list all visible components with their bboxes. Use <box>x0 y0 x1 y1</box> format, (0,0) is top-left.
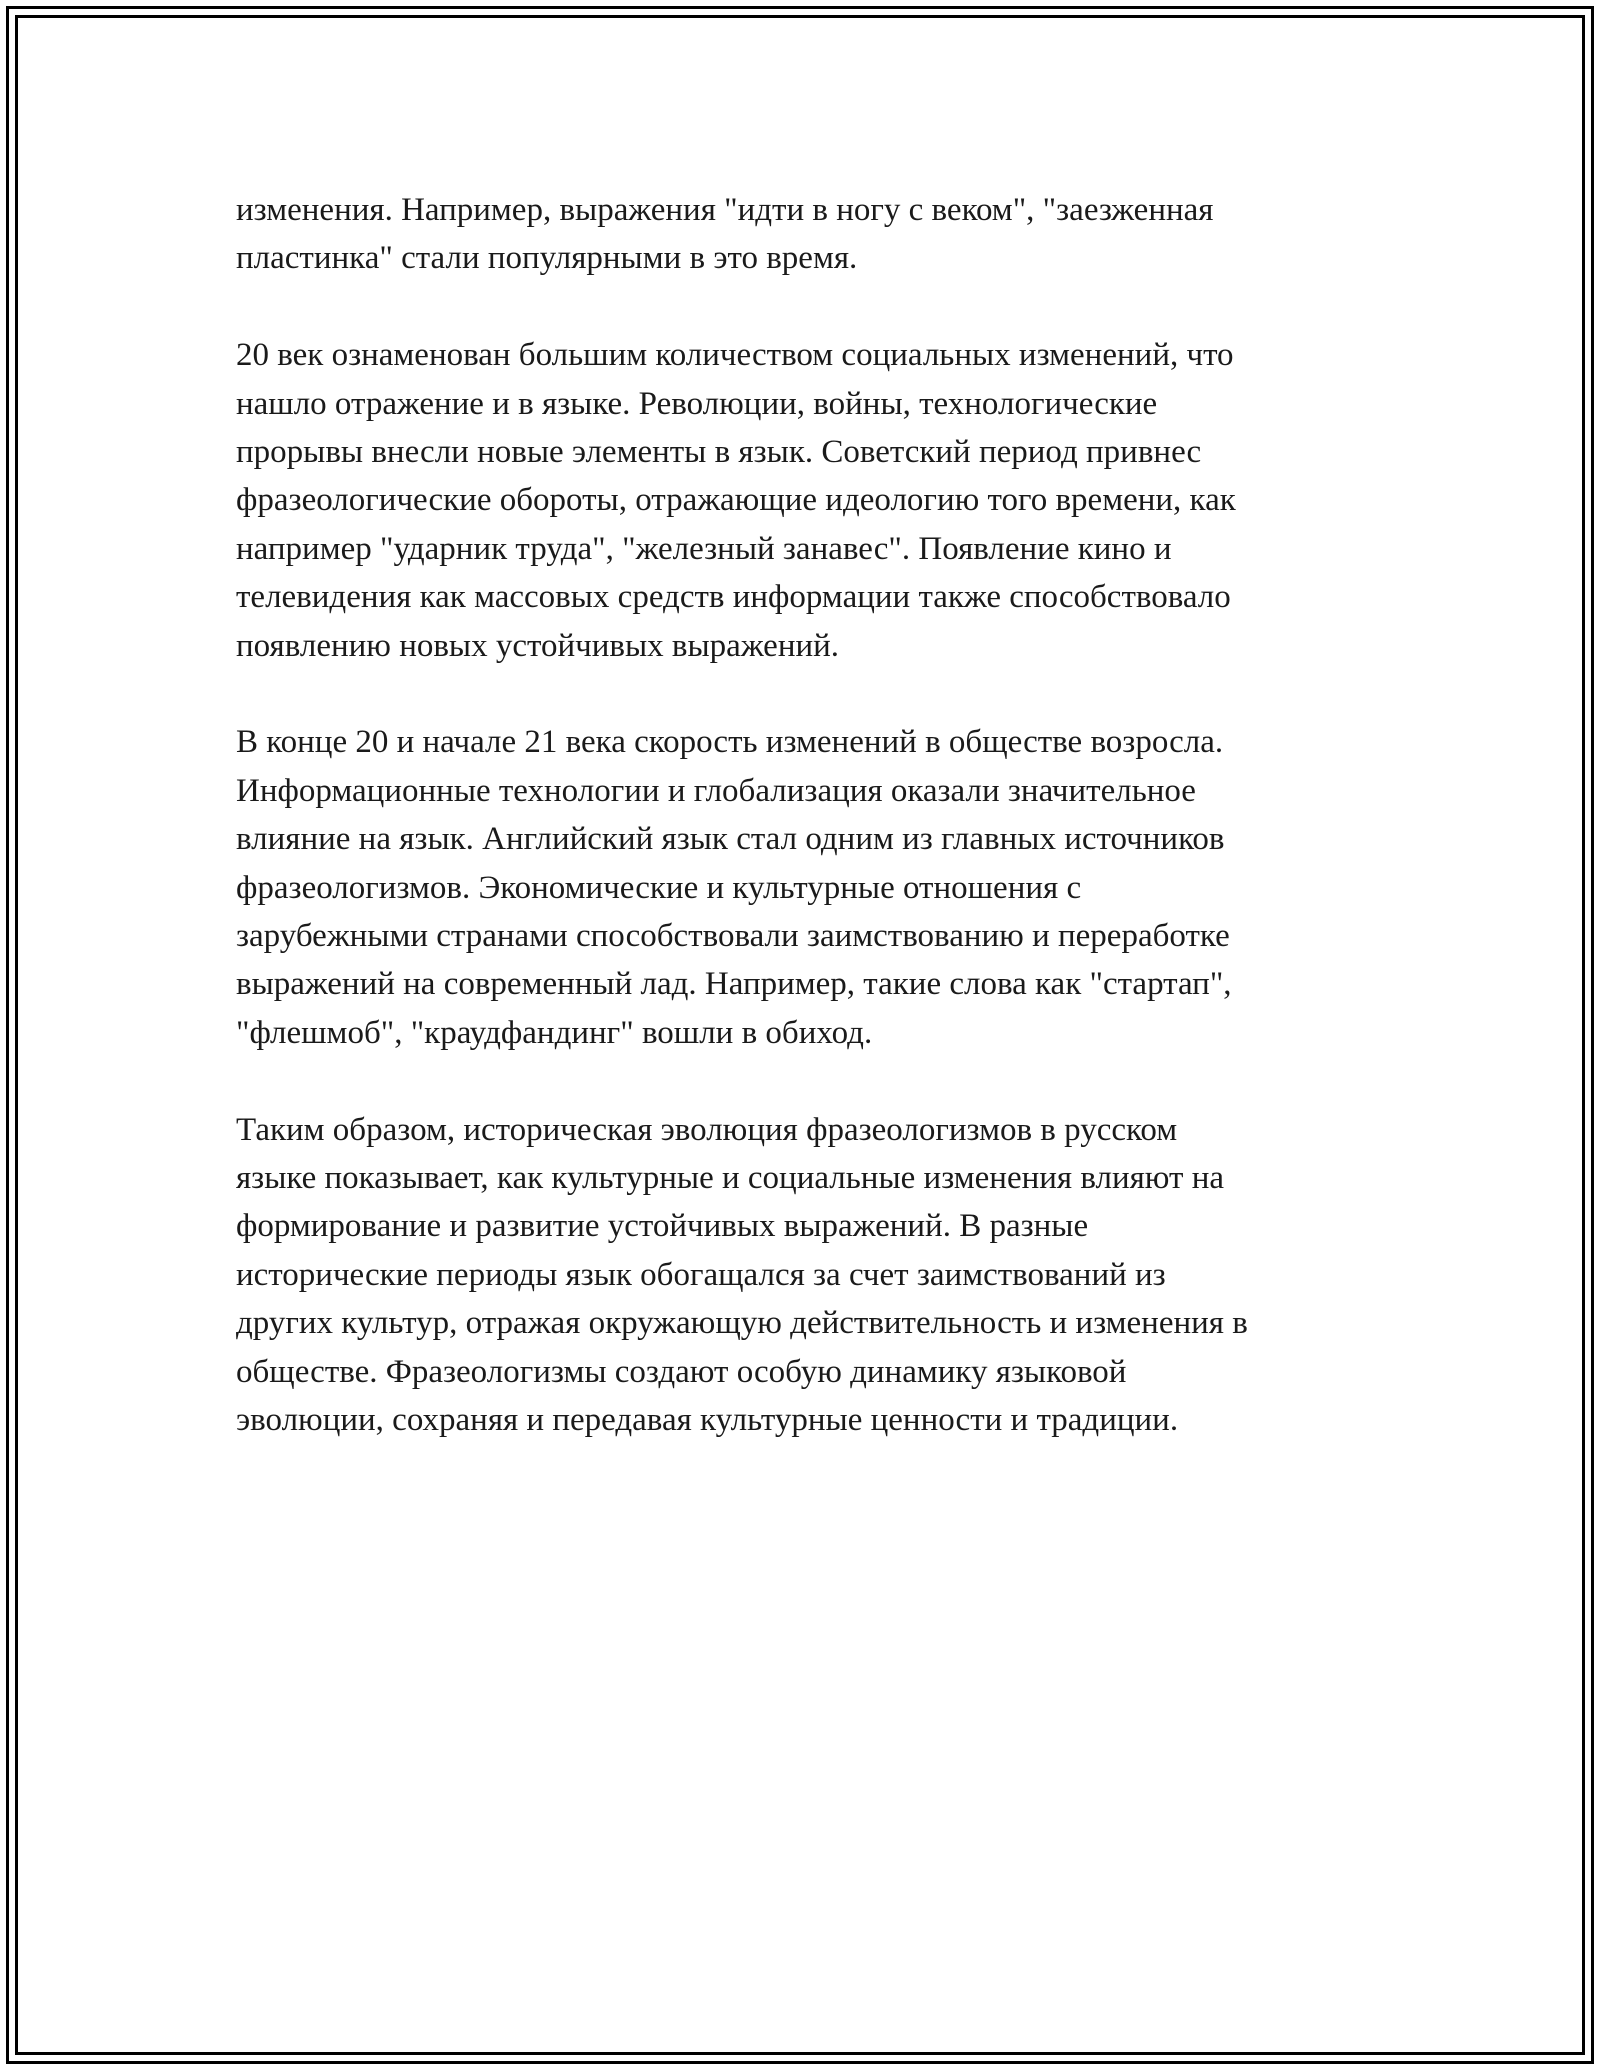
text-line: нашло отражение и в языке. Революции, войны, технологические <box>236 385 1158 422</box>
text-line: телевидения как массовых средств информации также способствовало <box>236 579 1231 616</box>
text-line: "флешмоб", "краудфандинг" вошли в обиход. <box>236 1014 873 1051</box>
text-line: изменения. Например, выражения "идти в ногу с веком", "заезженная <box>236 192 1214 228</box>
paragraph-3 <box>236 718 1386 1057</box>
text-line: влияние на язык. Английский язык стал одним из главных источников <box>236 821 1225 858</box>
document-body <box>236 186 1386 1493</box>
text-line: Информационные технологии и глобализация оказали значительное <box>236 772 1196 809</box>
text-line: пластинка" стали популярными в это время. <box>236 240 858 277</box>
text-line: прорывы внесли новые элементы в язык. Советский период привнес <box>236 434 1202 471</box>
text-line: эволюции, сохраняя и передавая культурные ценности и традиции. <box>236 1402 1179 1439</box>
text-line: появлению новых устойчивых выражений. <box>236 627 840 664</box>
text-line: других культур, отражая окружающую действительность и изменения в <box>236 1305 1248 1342</box>
text-line: например "ударник труда", "железный занавес". Появление кино и <box>236 530 1172 567</box>
text-line: формирование и развитие устойчивых выражений. В разные <box>236 1208 1089 1245</box>
text-line: Таким образом, историческая эволюция фразеологизмов в русском <box>236 1111 1178 1148</box>
paragraph-2 <box>236 331 1386 670</box>
paragraph-4 <box>236 1106 1386 1445</box>
text-line: зарубежными странами способствовали заимствованию и переработке <box>236 918 1230 955</box>
text-line: языке показывает, как культурные и социальные изменения влияют на <box>236 1160 1225 1197</box>
text-line: исторические периоды язык обогащался за счет заимствований из <box>236 1256 1166 1293</box>
text-line: 20 век ознаменован большим количеством социальных изменений, что <box>236 337 1234 374</box>
text-line: выражений на современный лад. Например, такие слова как "стартап", <box>236 966 1232 1003</box>
paragraph-1 <box>236 186 1386 283</box>
text-line: фразеологизмов. Экономические и культурные отношения с <box>236 869 1082 906</box>
text-line: обществе. Фразеологизмы создают особую динамику языковой <box>236 1353 1127 1390</box>
text-line: фразеологические обороты, отражающие идеологию того времени, как <box>236 482 1236 519</box>
text-line: В конце 20 и начале 21 века скорость изменений в обществе возросла. <box>236 724 1224 761</box>
